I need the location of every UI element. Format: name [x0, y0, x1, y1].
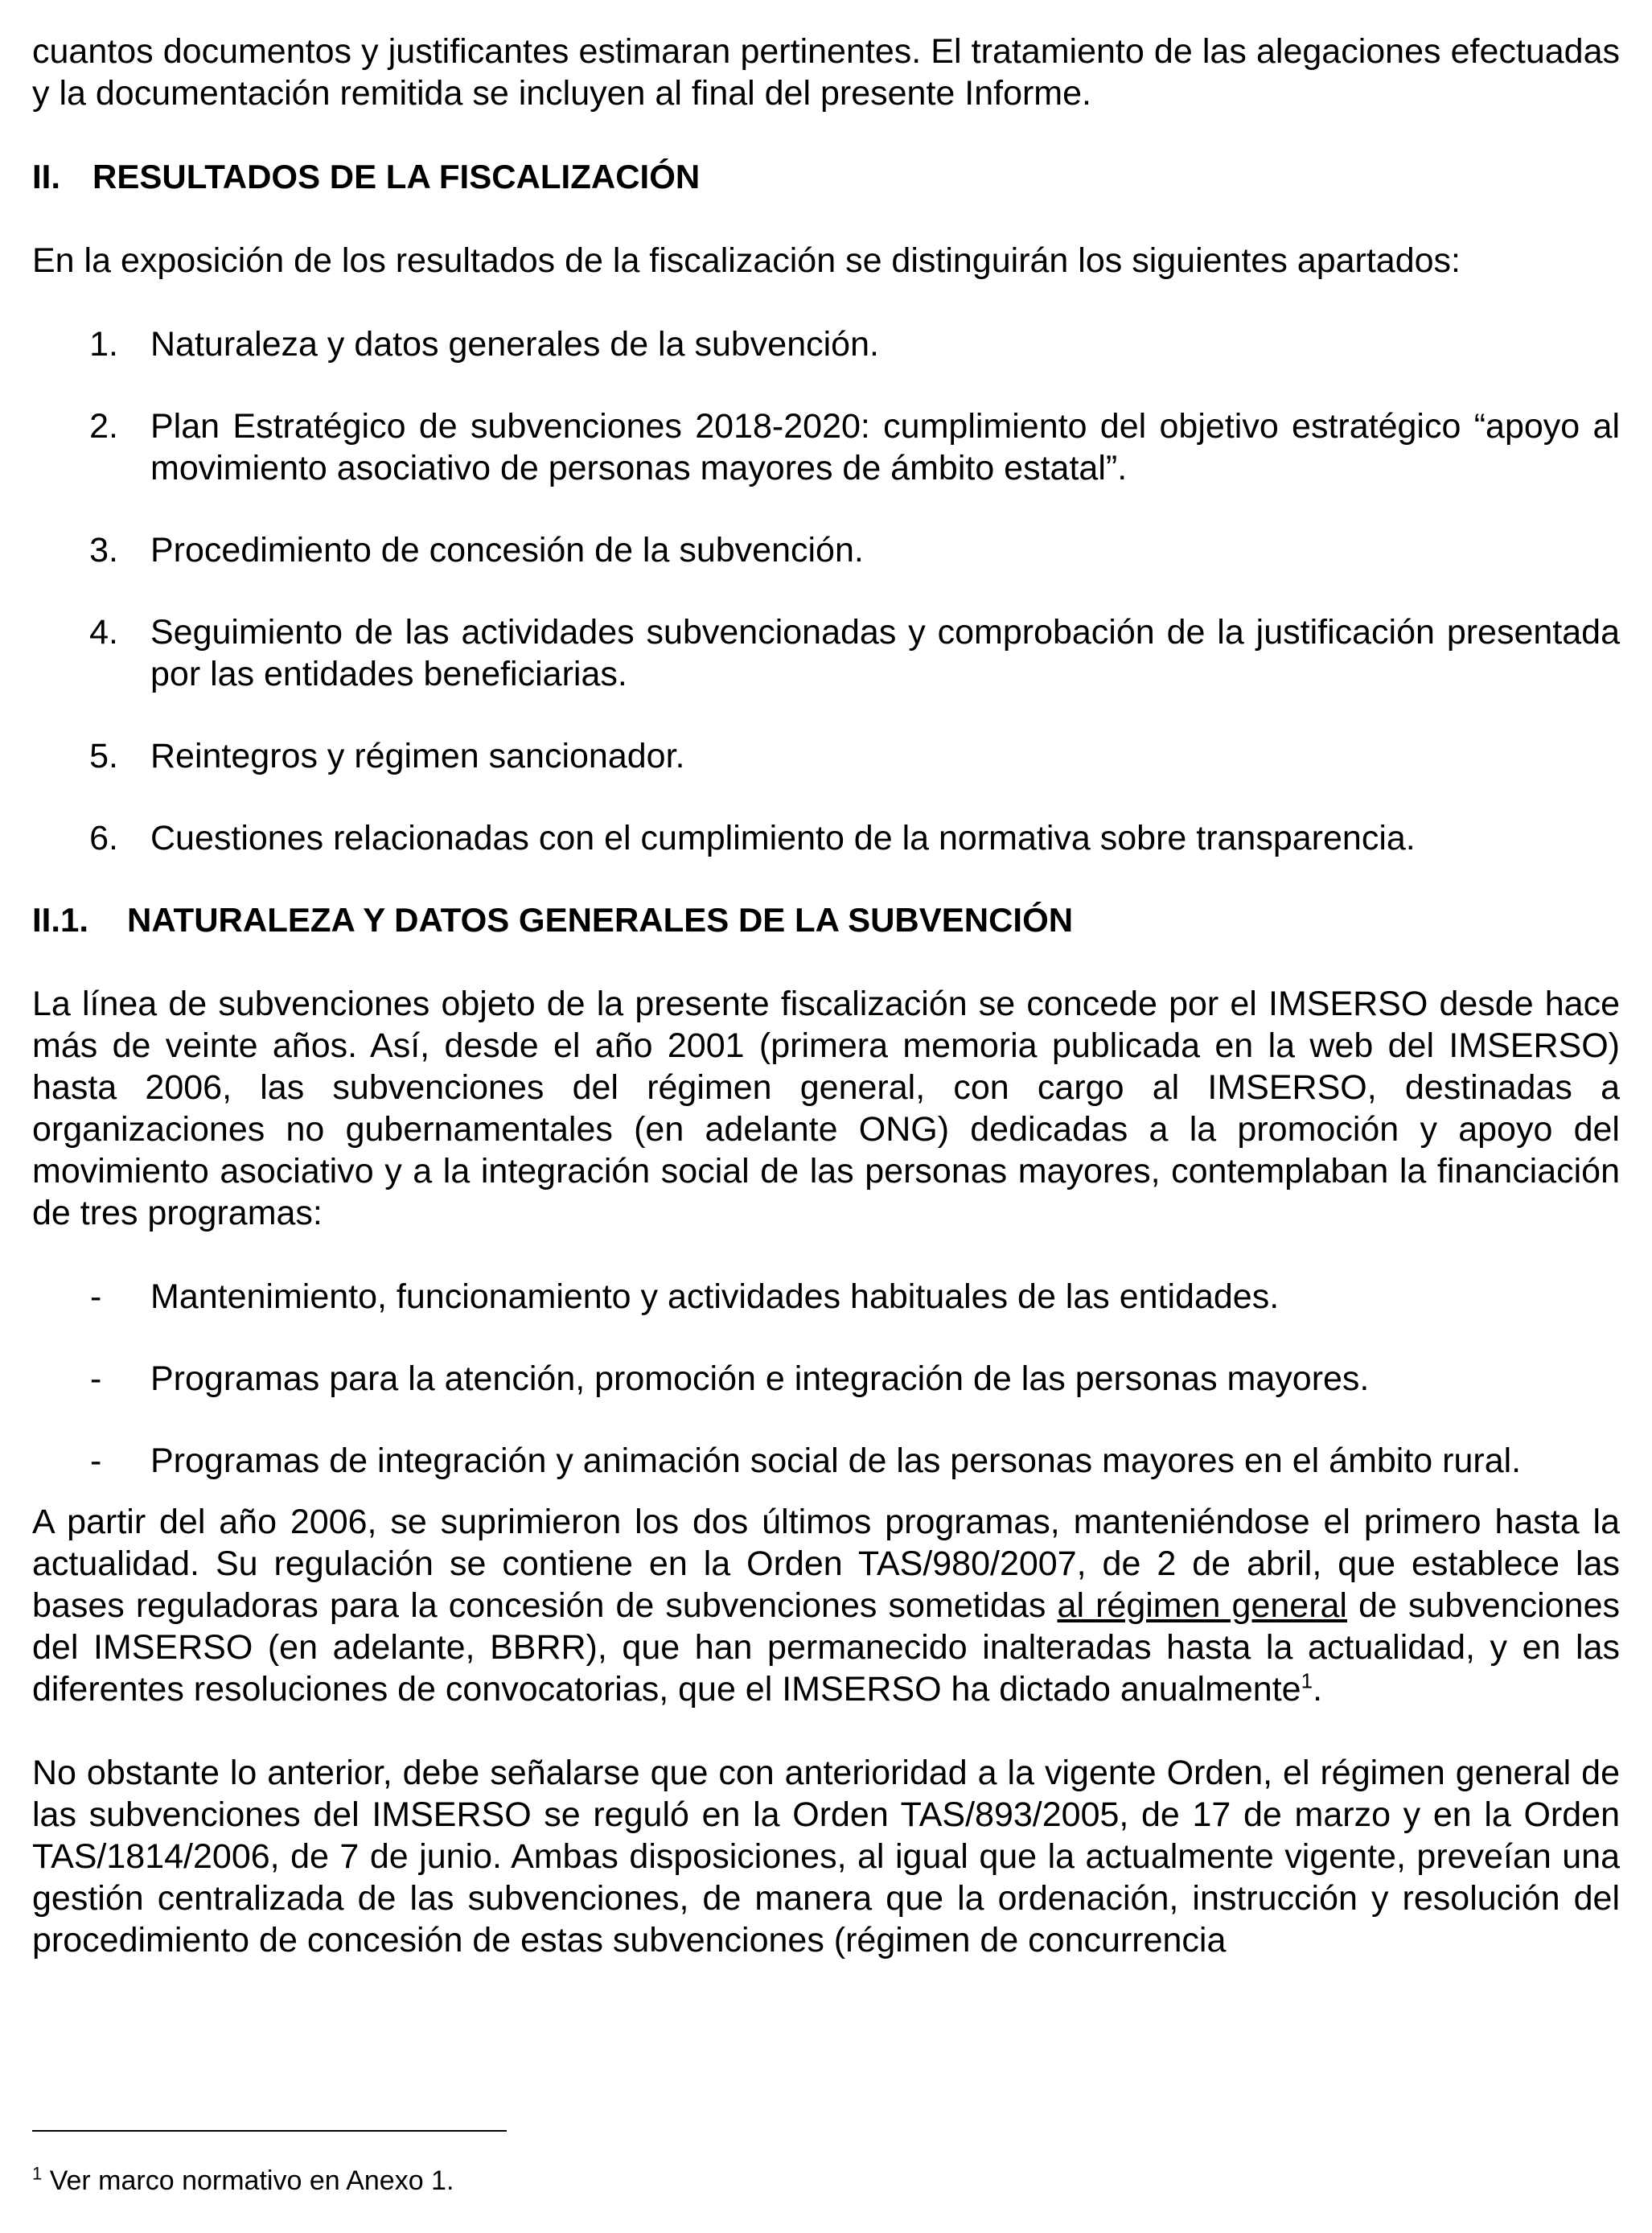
- section-intro: En la exposición de los resultados de la fiscalización se distinguirán los siguientes apartados:: [32, 241, 1461, 280]
- footnote-reference[interactable]: 1: [1301, 1668, 1313, 1693]
- list-item-number: 2.: [89, 407, 118, 446]
- paragraph-2-underlined: al régimen general: [1057, 1586, 1347, 1625]
- list-item: [32, 405, 1620, 489]
- section-number: II.1.: [32, 901, 89, 939]
- list-item: [32, 611, 1620, 695]
- spacer: [32, 198, 1620, 240]
- document-page: [32, 31, 1620, 1961]
- paragraph-2-middle: de subvenciones del IMSERSO (en adelante, BBRR), que han permanecido inalteradas hasta la actualidad, y en las diferentes resoluciones de convocatorias, que el IMSERSO ha dictado anualmente: [32, 1586, 1620, 1709]
- list-item-number: 3.: [89, 531, 118, 570]
- section-number: II.: [32, 158, 61, 195]
- list-item-number: 6.: [89, 819, 118, 857]
- spacer: [32, 941, 1620, 983]
- dash-bullet: -: [90, 1277, 102, 1316]
- section-heading-ii-1: [32, 899, 1620, 941]
- section-title: RESULTADOS DE LA FISCALIZACIÓN: [92, 158, 701, 195]
- list-item-text: Programas de integración y animación social de las personas mayores en el ámbito rural.: [150, 1441, 1522, 1480]
- dash-bullet: -: [90, 1359, 102, 1398]
- paragraph-1: La línea de subvenciones objeto de la presente fiscalización se concede por el IMSERSO desde hace más de veinte años. Así, desde el año 2001 (primera memoria publicada en la web del IMSERSO) hasta 2006, las subvenciones del régimen general, con cargo al IMSERSO, destinadas a organizaciones no gubernamentales (en adelante ONG) dedicadas a la promoción y apoyo del movimiento asociativo y a la integración social de las personas mayores, contemplaban la financiación de tres programas:: [32, 985, 1620, 1232]
- footnote-marker: 1: [32, 2163, 43, 2184]
- footnote-text: Ver marco normativo en Anexo 1.: [42, 2165, 454, 2196]
- list-item-text: Naturaleza y datos generales de la subvención.: [150, 325, 879, 364]
- spacer: [32, 1710, 1620, 1752]
- spacer: [32, 282, 1620, 323]
- spacer: [32, 114, 1620, 156]
- footnote-separator: [32, 2130, 507, 2132]
- list-item-text: Reintegros y régimen sancionador.: [150, 737, 685, 775]
- list-item: [32, 529, 1620, 571]
- list-item-number: 1.: [89, 325, 118, 364]
- list-item: [32, 1358, 1620, 1400]
- spacer: [32, 1234, 1620, 1276]
- list-item-number: 5.: [89, 737, 118, 775]
- list-item: [32, 817, 1620, 859]
- paragraph-2-start: A partir del año 2006, se suprimieron los dos últimos programas, manteniéndose el primero hasta la actualidad. Su regulación se contiene en la Orden TAS/980/2007, de 2 de abril, que establece las bases reguladoras para la concesión de subvenciones sometidas: [32, 1503, 1620, 1625]
- list-item: [32, 1440, 1620, 1482]
- section-title: NATURALEZA Y DATOS GENERALES DE LA SUBVENCIÓN: [127, 901, 1074, 939]
- opening-paragraph: cuantos documentos y justificantes estimaran pertinentes. El tratamiento de las alegaciones efectuadas y la documentación remitida se incluyen al final del presente Informe.: [32, 32, 1620, 113]
- list-item: [32, 1276, 1620, 1318]
- paragraph-2: [32, 1501, 1620, 1710]
- list-item-text: Procedimiento de concesión de la subvención.: [150, 531, 864, 570]
- list-item-number: 4.: [89, 613, 118, 652]
- dash-bullet: -: [90, 1441, 102, 1480]
- list-item-text: Programas para la atención, promoción e integración de las personas mayores.: [150, 1359, 1370, 1398]
- list-item-text: Cuestiones relacionadas con el cumplimiento de la normativa sobre transparencia.: [150, 819, 1416, 857]
- list-item-text: Mantenimiento, funcionamiento y actividades habituales de las entidades.: [150, 1277, 1280, 1316]
- section-heading-ii: [32, 156, 1620, 198]
- sections-list: [32, 323, 1620, 859]
- footnote: [32, 2164, 454, 2198]
- list-item-text: Seguimiento de las actividades subvencionadas y comprobación de la justificación presentada por las entidades beneficiarias.: [150, 613, 1620, 693]
- list-item: [32, 735, 1620, 777]
- programs-list: [32, 1276, 1620, 1482]
- paragraph-2-end: .: [1313, 1670, 1323, 1709]
- paragraph-3: No obstante lo anterior, debe señalarse que con anterioridad a la vigente Orden, el régimen general de las subvenciones del IMSERSO se reguló en la Orden TAS/893/2005, de 17 de marzo y en la Orden TAS/1814/2006, de 7 de junio. Ambas disposiciones, al igual que la actualmente vigente, preveían una gestión centralizada de las subvenciones, de manera que la ordenación, instrucción y resolución del procedimiento de concesión de estas subvenciones (régimen de concurrencia: [32, 1754, 1620, 1960]
- list-item: [32, 323, 1620, 365]
- list-item-text: Plan Estratégico de subvenciones 2018-2020: cumplimiento del objetivo estratégico “apoyo al movimiento asociativo de personas mayores de ámbito estatal”.: [150, 407, 1620, 487]
